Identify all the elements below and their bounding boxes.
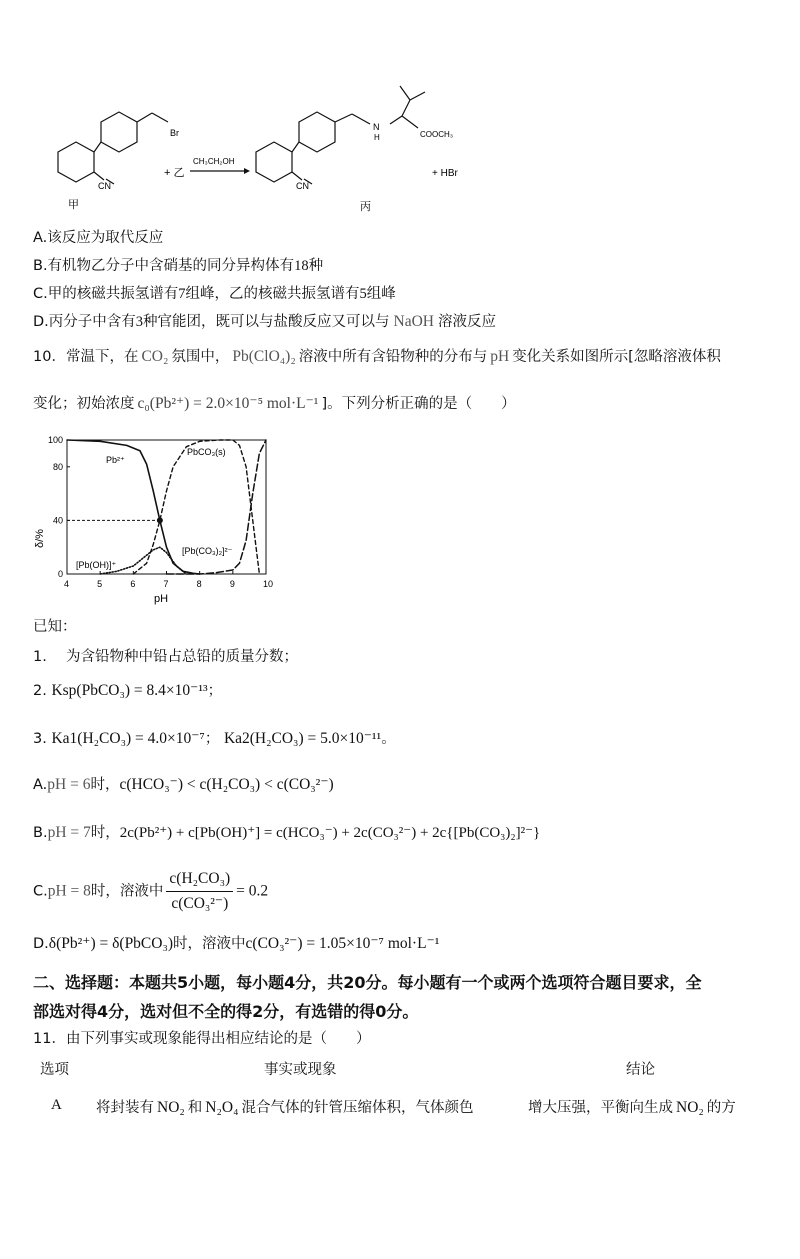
y-tick-label: 40 (52, 515, 63, 526)
chart-ylabel: δ/% (34, 529, 46, 548)
known-3: 3. Ka1(H₂CO₃) = 4.0×10⁻⁷； Ka2(H₂CO₃) = 5.0×10⁻¹¹。 (33, 730, 396, 747)
q10-option-b: B.pH = 7时，2c(Pb²⁺) + c[Pb(OH)⁺] = c(HCO₃⁻) + 2c(CO₃²⁻) + 2c{[Pb(CO₃)₂]²⁻} (33, 824, 541, 841)
byproduct-hbr: + HBr (432, 168, 458, 179)
x-tick-label: 5 (97, 579, 103, 589)
group-nh-h: H (374, 133, 380, 142)
q9-option-b: B.有机物乙分子中含硝基的同分异构体有18种 (33, 258, 324, 274)
x-tick-label: 10 (263, 579, 274, 589)
fraction-denominator: c(CO₃²⁻) (171, 895, 229, 912)
q11-col-option: 选项 (40, 1062, 69, 1078)
molecule-jia (58, 112, 168, 184)
fraction-numerator: c(H₂CO₃) (166, 868, 233, 892)
q10-option-d: D.δ(Pb²⁺) = δ(PbCO₃)时，溶液中c(CO₃²⁻) = 1.05×10⁻⁷ mol·L⁻¹ (33, 935, 440, 952)
q10-stem-line1: 10．常温下，在 CO₂ 氛围中， Pb(ClO₄)₂ 溶液中所有含铅物种的分布与 pH 变化关系如图所示[忽略溶液体积 (33, 348, 721, 365)
chart-xlabel: pH (154, 593, 169, 605)
group-cn: CN (98, 181, 111, 191)
label-jia: 甲 (68, 199, 79, 211)
section2-header-line1: 二、选择题：本题共5小题，每小题4分，共20分。每小题有一个或两个选项符合题目要求，全 (33, 973, 702, 992)
label-pbco32: [Pb(CO₃)₂]²⁻ (182, 546, 233, 556)
chart-plot-frame (67, 440, 266, 574)
reaction-solvent: CH₃CH₂OH (193, 157, 235, 166)
y-tick-label: 80 (52, 461, 63, 472)
q9-option-c: C.甲的核磁共振氢谱有7组峰，乙的核磁共振氢谱有5组峰 (33, 286, 396, 302)
y-tick-label: 100 (47, 435, 63, 445)
q11-row-a-label: A (51, 1097, 62, 1113)
x-tick-label: 6 (130, 579, 136, 589)
known-2: 2. Ksp(PbCO₃) = 8.4×10⁻¹³； (33, 682, 223, 699)
group-nh-n: N (373, 122, 380, 132)
label-pboh: [Pb(OH)]⁺ (76, 560, 117, 570)
reaction-scheme (0, 80, 800, 220)
label-pbco3: PbCO₃(s) (187, 447, 226, 457)
q9-option-a: A.该反应为取代反应 (33, 230, 164, 246)
x-tick-label: 4 (64, 579, 70, 589)
label-bing: 丙 (360, 201, 371, 213)
q11-col-fact: 事实或现象 (264, 1062, 337, 1078)
group-br: Br (170, 128, 179, 138)
known-1: 1. 为含铅物种中铅占总铅的质量分数； (33, 649, 298, 665)
label-pb2: Pb²⁺ (106, 455, 125, 465)
reagent-yi: + 乙 (164, 167, 185, 179)
q11-stem: 11．由下列事实或现象能得出相应结论的是（ ） (33, 1031, 371, 1047)
q11-row-a-fact: 将封装有 NO₂ 和 N₂O₄ 混合气体的针管压缩体积，气体颜色 (96, 1099, 474, 1116)
q9-option-d: D.丙分子中含有3种官能团，既可以与盐酸反应又可以与 NaOH 溶液反应 (33, 313, 496, 330)
y-tick-label: 0 (57, 569, 63, 579)
known-title: 已知： (33, 619, 77, 635)
x-tick-label: 7 (163, 579, 169, 589)
molecule-bing (256, 86, 425, 184)
group-ester: COOCH₃ (420, 130, 454, 139)
distribution-chart (30, 430, 290, 610)
group-cn-bing: CN (296, 181, 309, 191)
section2-header-line2: 部选对得4分，选对但不全的得2分，有选错的得0分。 (33, 1002, 419, 1021)
intersection-point (157, 517, 163, 523)
x-tick-label: 8 (196, 579, 202, 589)
q11-row-a-conclusion: 增大压强，平衡向生成 NO₂ 的方 (528, 1099, 736, 1116)
series-line-0 (67, 440, 200, 574)
q10-option-a: A.pH = 6时，c(HCO₃⁻) < c(H₂CO₃) < c(CO₃²⁻) (33, 776, 334, 793)
reaction-arrow-head (244, 168, 250, 174)
q10-option-c: C.pH = 8时，溶液中 $\frac{\text{c(H₂CO₃)}}{\text{c(CO₃²⁻)}}$ = 0.2 (33, 868, 268, 915)
q10-stem-line2: 变化；初始浓度 c₀(Pb²⁺) = 2.0×10⁻⁵ mol·L⁻¹ ]。下列分析正确的是（ ） (33, 395, 516, 412)
x-tick-label: 9 (229, 579, 235, 589)
q11-col-conclusion: 结论 (626, 1062, 655, 1078)
